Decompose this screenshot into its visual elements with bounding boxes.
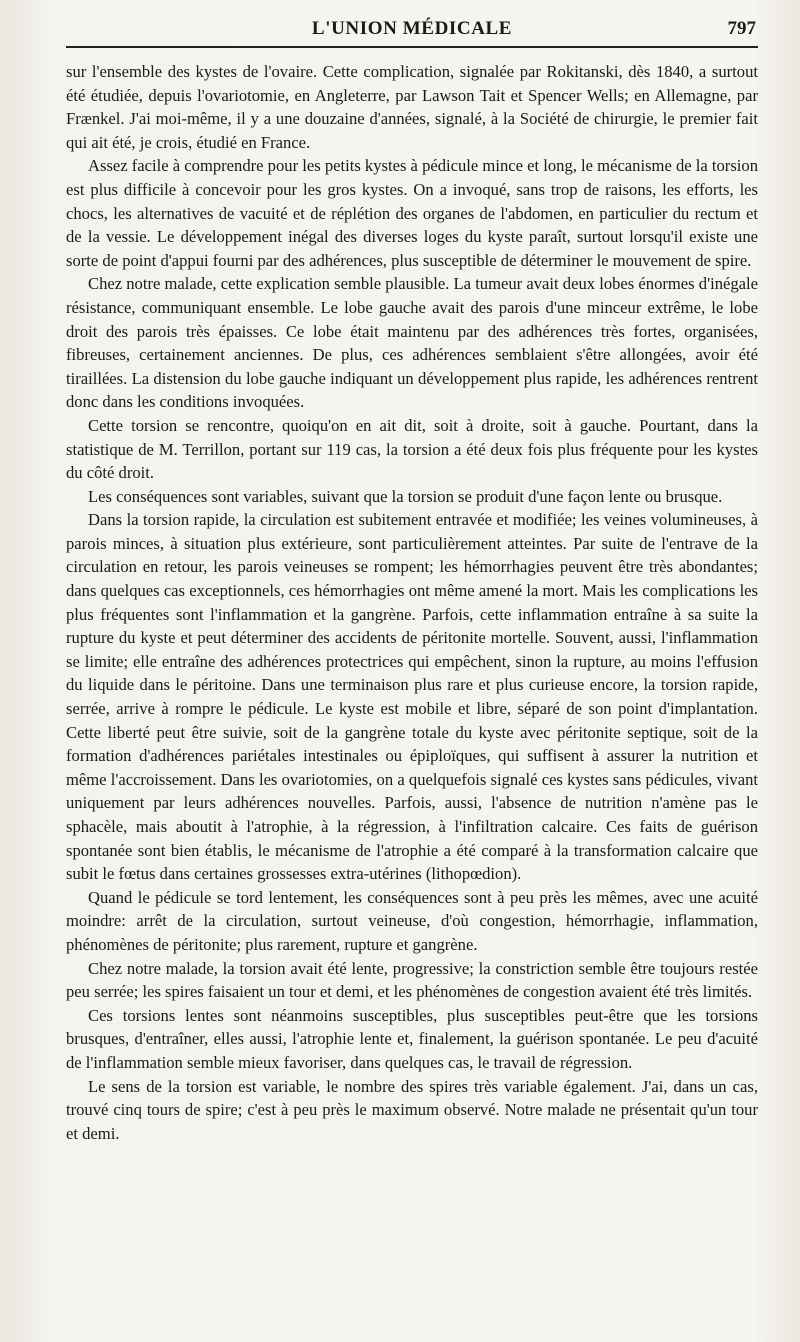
paragraph: Chez notre malade, cette explication semble plausible. La tumeur avait deux lobes énormes d'inégale résistance, communiquant ensemble. Le lobe gauche avait des parois d'une minceur extrême, le lobe droit des parois très épaisses. Ce lobe était maintenu par des adhérences très fortes, organisées, fibreuses, certainement anciennes. De plus, ces adhérences semblaient s'être allongées, avoir été tiraillées. La distension du lobe gauche indiquant un développement plus rapide, les adhérences rentrent donc dans les conditions invoquées. [66, 274, 758, 412]
paragraph: sur l'ensemble des kystes de l'ovaire. Cette complication, signalée par Rokitanski, dès 1840, a surtout été étudiée, depuis l'ovariotomie, en Angleterre, par Lawson Tait et Spencer Wells; en Allemagne, par Frænkel. J'ai moi-même, il y a une douzaine d'années, signalé, à la Société de chirurgie, le premier fait qui ait été, je crois, étudié en France. [66, 62, 758, 152]
running-title: L'UNION MÉDICALE [311, 18, 513, 39]
paragraph: Les conséquences sont variables, suivant que la torsion se produit d'une façon lente ou brusque. [88, 486, 723, 506]
paragraph: Cette torsion se rencontre, quoiqu'on en ait dit, soit à droite, soit à gauche. Pourtant, dans la statistique de M. Terrillon, portant sur 119 cas, la torsion a été deux fois plus fréquente pour les kystes du côté droit. [66, 415, 758, 483]
paragraph: Chez notre malade, la torsion avait été lente, progressive; la constriction semble être toujours restée peu serrée; les spires faisaient un tour et demi, et les phénomènes de congestion avaient été très limités. [66, 958, 758, 1002]
paragraph: Ces torsions lentes sont néanmoins susceptibles, plus susceptibles peut-être que les torsions brusques, d'entraîner, elles aussi, l'atrophie lente et, finalement, la guérison spontanée. Le peu d'acuité de l'inflammation semble mieux favoriser, dans quelques cas, le travail de régression. [66, 1005, 758, 1072]
paragraph: Dans la torsion rapide, la circulation est subitement entravée et modifiée; les veines volumineuses, à parois minces, à situation plus extérieure, sont particulièrement atteintes. Par suite de l'entrave de la circulation en retour, les parois veineuses se rompent; les hémorrhagies peuvent être très abondantes; dans quelques cas exceptionnels, ces hémorrhagies ont même amené la mort. Mais les complications les plus fréquentes sont l'inflammation et la gangrène. Parfois, cette inflammation entraîne à sa suite la rupture du kyste et peut déterminer des accidents de péritonite mortelle. Souvent, aussi, l'inflammation se limite; elle entraîne des adhérences protectrices qui empêchent, sinon la rupture, au moins l'effusion du liquide dans le péritoine. Dans une terminaison plus rare et plus curieuse encore, la torsion rapide, serrée, arrive à rompre le pédicule. Le kyste est mobile et libre, séparé de son point d'implantation. Cette liberté peut être suivie, soit de la gangrène totale du kyste avec péritonite septique, soit de la formation d'adhérences pariétales intestinales ou épiploïques, qui suffisent à assurer la nutrition et même l'accroissement. Dans les ovariotomies, on a quelquefois signalé ces kystes sans pédicules, vivant uniquement par leurs adhérences nouvelles. Parfois, aussi, l'absence de nutrition n'amène pas le sphacèle, mais aboutit à l'atrophie, à la régression, à l'infiltration calcaire. Ces faits de guérison spontanée sont bien établis, le mécanisme de l'atrophie a été comparé à la transformation calcaire que subit le fœtus dans certaines grossesses extra-utérines (lithopœdion). [66, 510, 758, 884]
paragraph: Quand le pédicule se tord lentement, les conséquences sont à peu près les mêmes, avec une acuité moindre: arrêt de la circulation, surtout veineuse, d'où congestion, hémorrhagie, inflammation, phénomènes de péritonite; plus rarement, rupture et gangrène. [66, 887, 758, 954]
page-header [66, 0, 758, 46]
header-rule [66, 46, 758, 48]
page-number: 797 [727, 18, 756, 39]
paragraph: Assez facile à comprendre pour les petits kystes à pédicule mince et long, le mécanisme de la torsion est plus difficile à concevoir pour les gros kystes. On a invoqué, sans trop de raisons, les efforts, les chocs, les alternatives de vacuité et de réplétion des organes de l'abdomen, en particulier du rectum et de la vessie. Le développement inégal des diverses loges du kyste paraît, surtout lorsqu'il existe une sorte de point d'appui fourni par des adhérences, plus susceptible de déterminer le mouvement de spire. [66, 156, 758, 270]
article-body [66, 46, 758, 1145]
paragraph: Le sens de la torsion est variable, le nombre des spires très variable également. J'ai, dans un cas, trouvé cinq tours de spire; c'est à peu près le maximum observé. Notre malade ne présentait qu'un tour et demi. [66, 1076, 758, 1143]
